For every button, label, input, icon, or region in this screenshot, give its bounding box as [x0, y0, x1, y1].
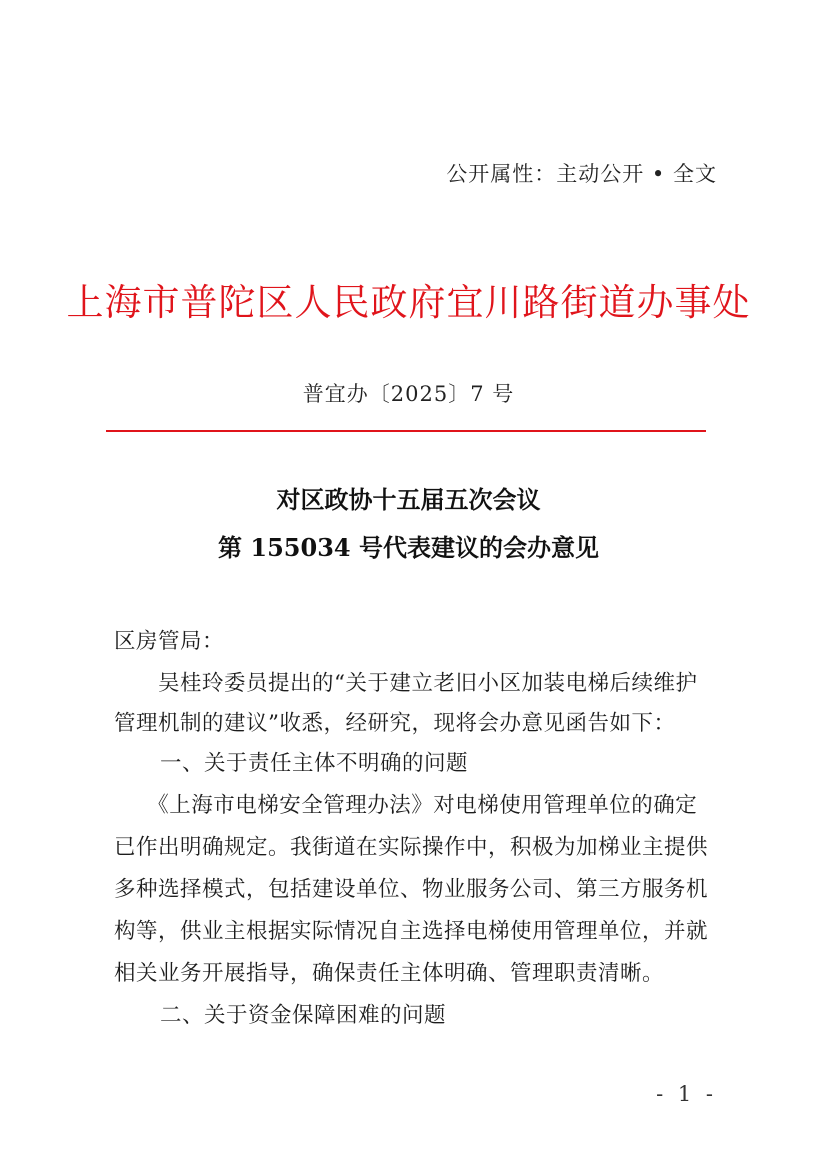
salutation: 区房管局：	[114, 629, 225, 654]
document-title-line-1: 对区政协十五届五次会议	[276, 485, 541, 514]
document-title-line-2: 第 155034 号代表建议的会办意见	[218, 533, 599, 562]
intro-line: 管理机制的建议”收悉，经研究，现将会办意见函告如下：	[114, 711, 676, 736]
section-heading-2: 二、关于资金保障困难的问题	[160, 1003, 447, 1028]
paragraph-line: 已作出明确规定。我街道在实际操作中，积极为加梯业主提供	[114, 835, 709, 860]
page-number: - 1 -	[656, 1082, 717, 1106]
paragraph-line: 相关业务开展指导，确保责任主体明确、管理职责清晰。	[114, 961, 665, 986]
document-number: 普宜办〔2025〕7 号	[302, 382, 515, 406]
section-heading-1: 一、关于责任主体不明确的问题	[160, 751, 469, 776]
paragraph-line: 多种选择模式，包括建设单位、物业服务公司、第三方服务机	[114, 877, 709, 902]
issuing-authority: 上海市普陀区人民政府宜川路街道办事处	[66, 281, 751, 324]
red-divider-line	[106, 430, 706, 432]
paragraph-line: 构等，供业主根据实际情况自主选择电梯使用管理单位，并就	[114, 919, 709, 944]
paragraph-line: 《上海市电梯安全管理办法》对电梯使用管理单位的确定	[114, 793, 698, 818]
intro-line: 吴桂玲委员提出的“关于建立老旧小区加装电梯后续维护	[114, 671, 698, 696]
disclosure-attribute: 公开属性：主动公开 • 全文	[446, 162, 717, 186]
